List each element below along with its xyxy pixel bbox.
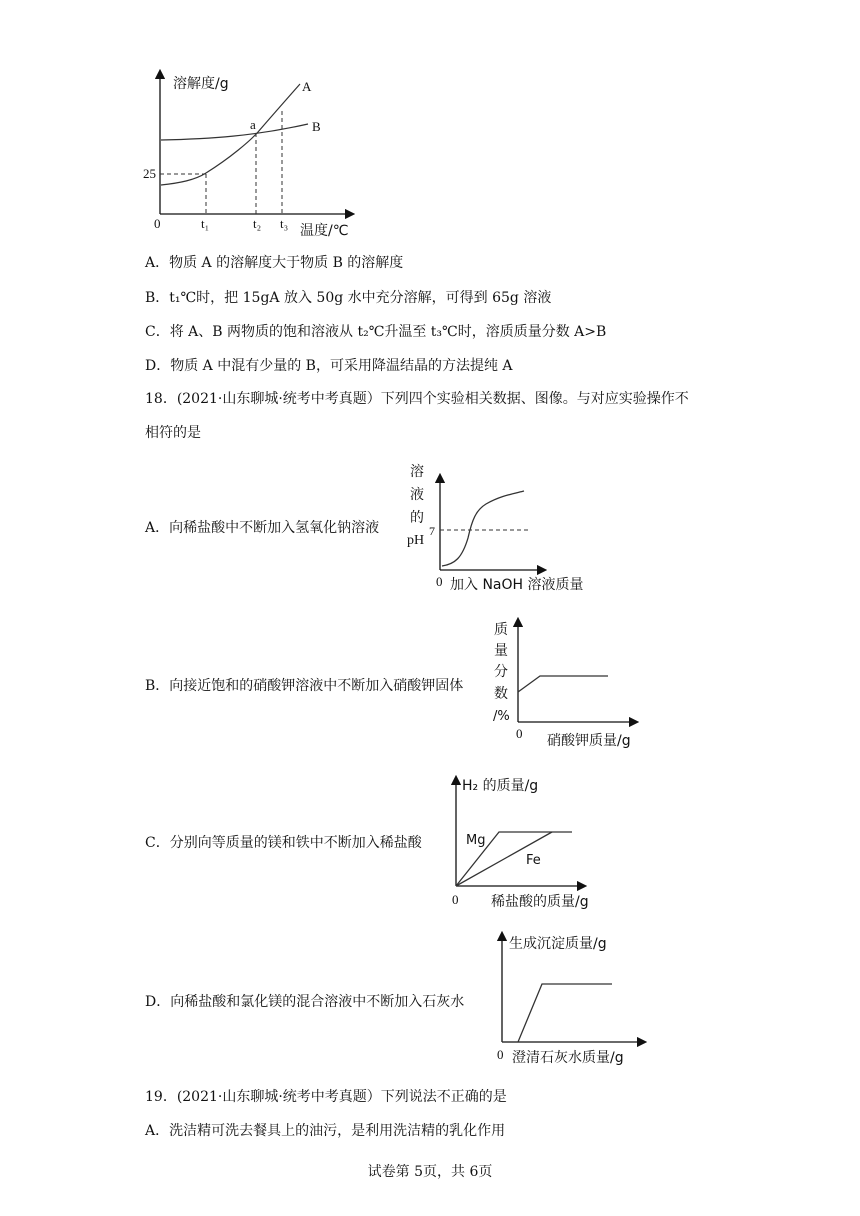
ph-tick-7: 7 [429,524,435,538]
q18-option-c: C．分别向等质量的镁和铁中不断加入稀盐酸 [145,835,422,851]
q18-option-a: A．向稀盐酸中不断加入氢氧化钠溶液 [145,520,380,536]
curve-b-label: B [312,119,321,134]
y-tick-25: 25 [143,166,156,181]
ph-ylabel-4: pH [407,533,425,548]
ph-chart [400,458,600,600]
b-ylabel-4: 数 [494,686,508,702]
origin-label: 0 [516,726,523,741]
x-axis-label: 加入 NaOH 溶液质量 [450,577,584,593]
x-axis-label: 稀盐酸的质量/g [491,894,589,910]
b-ylabel-1: 质 [494,622,508,638]
mg-label: Mg [466,833,486,848]
x-tick-t2: t₂ [253,216,262,231]
q18-option-b: B．向接近饱和的硝酸钾溶液中不断加入硝酸钾固体 [145,678,464,694]
q19-option-a: A．洗洁精可洗去餐具上的油污，是利用洗洁精的乳化作用 [145,1123,506,1139]
ph-ylabel-3: 的 [410,510,424,526]
b-ylabel-3: 分 [494,664,508,680]
q19-stem: 19．(2021·山东聊城·统考中考真题）下列说法不正确的是 [145,1089,507,1105]
q17-option-d: D．物质 A 中混有少量的 B，可采用降温结晶的方法提纯 A [145,358,513,374]
q17-option-c: C．将 A、B 两物质的饱和溶液从 t₂℃升温至 t₃℃时，溶质质量分数 A>B [145,324,607,340]
ph-curve [442,491,524,566]
q18-stem-line1: 18．(2021·山东聊城·统考中考真题）下列四个实验相关数据、图像。与对应实验操作不 [145,391,689,407]
q17-option-b: B．t₁℃时，把 15gA 放入 50g 水中充分溶解，可得到 65g 溶液 [145,290,552,306]
curve-a-label: A [302,79,312,94]
q17-option-a: A．物质 A 的溶解度大于物质 B 的溶解度 [145,255,404,271]
solubility-chart [140,66,370,242]
x-tick-t1: t₁ [201,216,210,231]
origin-label: 0 [436,574,443,589]
fe-label: Fe [526,853,541,868]
curve-a [161,84,300,185]
precipitate-chart [486,928,656,1070]
q18-option-d: D．向稀盐酸和氯化镁的混合溶液中不断加入石灰水 [145,994,465,1010]
x-axis-label: 硝酸钾质量/g [547,733,631,749]
ph-ylabel-1: 溶 [410,464,424,480]
curve-b [161,124,308,140]
y-axis-label: 生成沉淀质量/g [509,936,607,952]
x-tick-t3: t₃ [280,216,289,231]
q18-stem-line2: 相符的是 [145,425,201,441]
origin-label: 0 [497,1047,504,1062]
hydrogen-chart [446,768,616,914]
origin-label: 0 [452,892,459,907]
page-footer: 试卷第 5页，共 6页 [367,1164,493,1180]
origin-label: 0 [154,216,161,231]
ph-ylabel-2: 液 [410,487,424,503]
b-ylabel-5: /% [493,709,510,724]
y-axis-label: 溶解度/g [173,76,229,92]
x-axis-label: 澄清石灰水质量/g [512,1050,624,1066]
intersection-label: a [250,117,256,132]
precipitate-line [502,984,612,1042]
mass-fraction-chart [484,614,654,754]
x-axis-label: 温度/℃ [300,223,349,239]
y-axis-label: H₂ 的质量/g [462,778,539,794]
mass-fraction-line [518,676,608,692]
b-ylabel-2: 量 [494,643,508,659]
